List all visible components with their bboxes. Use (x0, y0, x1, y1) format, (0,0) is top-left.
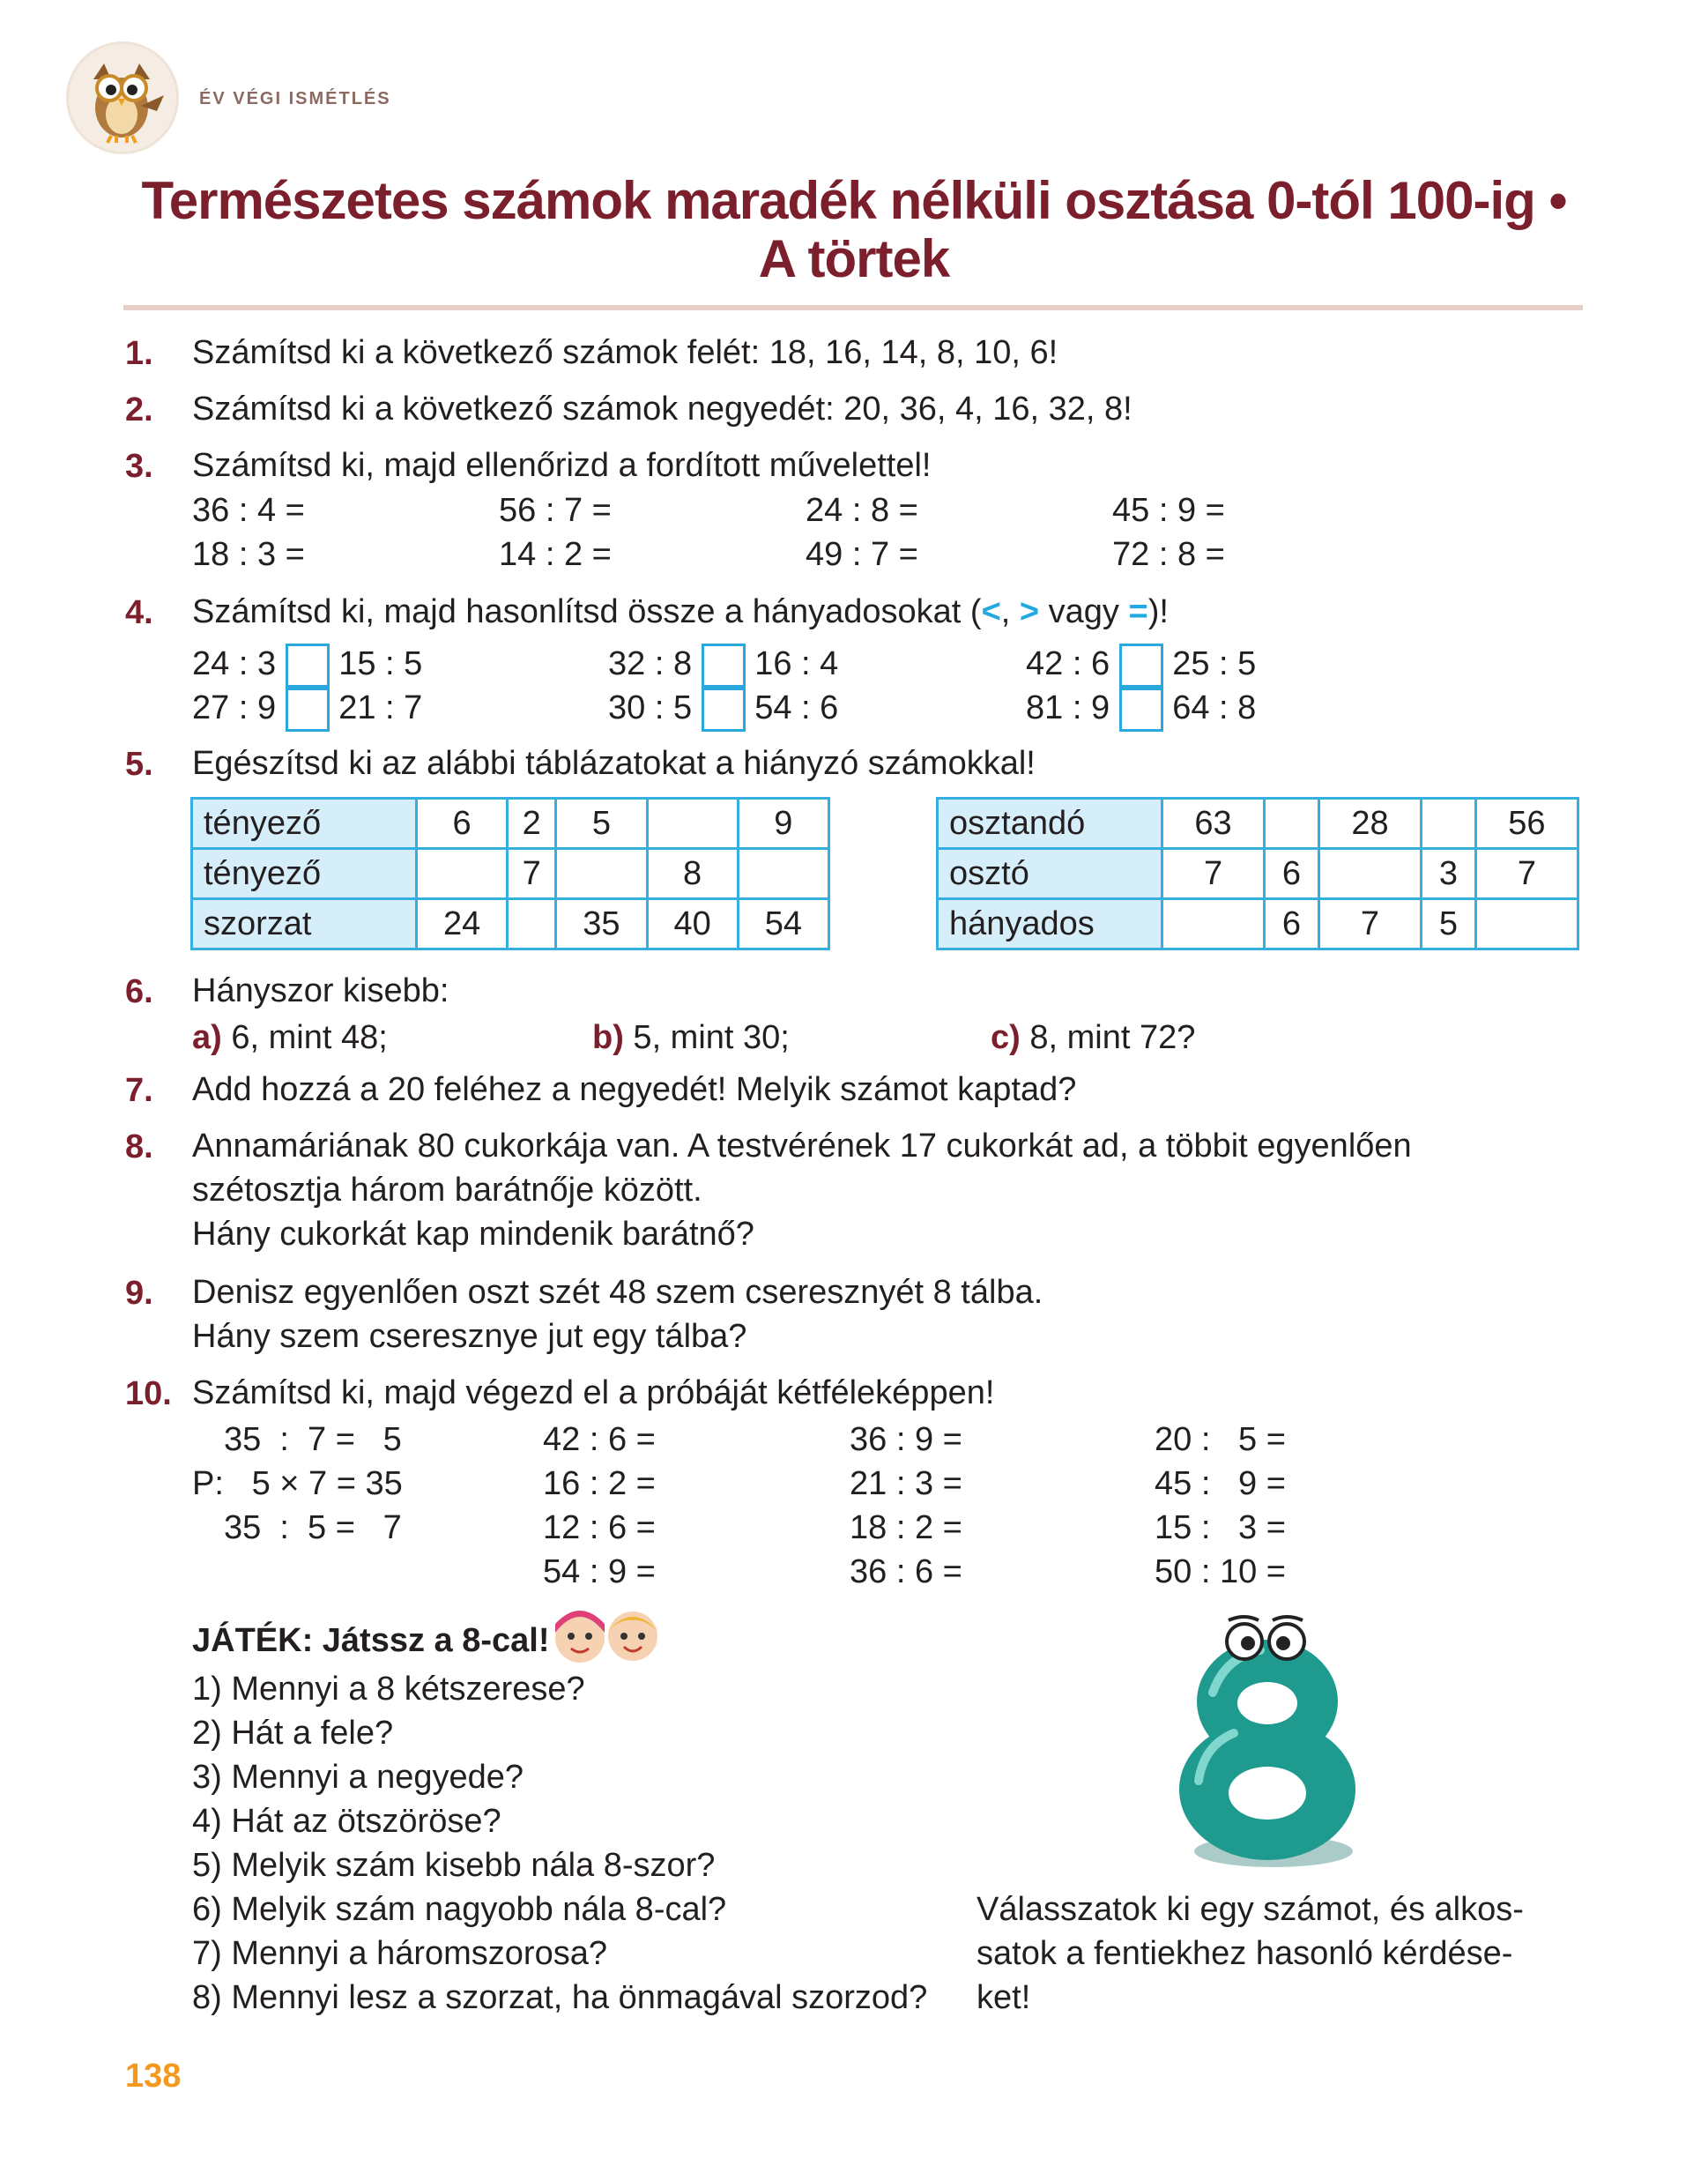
e10-item: 15 : 3 = (1155, 1509, 1286, 1546)
game-question: 5) Melyik szám kisebb nála 8-szor? (192, 1847, 716, 1884)
e10-example: 35 : 7 = 5 (224, 1421, 402, 1458)
row-header: tényező (192, 799, 417, 849)
exercise-6-number: 6. (125, 973, 153, 1010)
compare-box[interactable] (702, 644, 746, 688)
game-question: 4) Hát az ötszöröse? (192, 1803, 501, 1840)
e6-c-text: 8, mint 72? (1020, 1019, 1196, 1056)
owl-mascot (69, 44, 176, 152)
table-cell: 28 (1318, 799, 1421, 849)
compare-box[interactable] (286, 688, 330, 732)
table-cell: 35 (556, 899, 647, 949)
e4-right: 25 : 5 (1172, 645, 1257, 683)
e4-text-a: Számítsd ki, majd hasonlítsd össze a hányadosokat ( (192, 593, 982, 630)
e4-left: 81 : 9 (1026, 689, 1110, 727)
exercise-9-number: 9. (125, 1275, 153, 1312)
compare-box[interactable] (286, 644, 330, 688)
table-cell: 2 (508, 799, 556, 849)
row-header: osztandó (938, 799, 1162, 849)
table-cell: 40 (647, 899, 738, 949)
exercise-9-line1: Denisz egyenlően oszt szét 48 szem cseresznyét 8 tálba. (192, 1274, 1043, 1311)
e10-item: 50 : 10 = (1155, 1553, 1286, 1590)
exercise-3-number: 3. (125, 448, 153, 485)
e4-comparison (1026, 688, 1256, 732)
game-question: 8) Mennyi lesz a szorzat, ha önmagával szorzod? (192, 1979, 928, 2016)
e4-right: 54 : 6 (754, 689, 839, 727)
equals-sign: = (1128, 593, 1148, 630)
e4-comparison (608, 688, 838, 732)
e3-item: 36 : 4 = (192, 492, 305, 529)
e10-item: 54 : 9 = (543, 1553, 656, 1590)
table-cell-blank[interactable] (1162, 899, 1265, 949)
table-cell: 63 (1162, 799, 1265, 849)
number-eight-icon (1163, 1613, 1375, 1878)
game-question: 3) Mennyi a negyede? (192, 1759, 524, 1796)
exercise-3-text: Számítsd ki, majd ellenőrizd a fordított művelettel! (192, 447, 932, 484)
e4-comparison (192, 644, 422, 688)
e10-item: 20 : 5 = (1155, 1421, 1286, 1458)
table-cell: 3 (1422, 849, 1476, 899)
multiplication-table (190, 797, 830, 950)
table-cell: 6 (417, 799, 508, 849)
e6-part-c (991, 1019, 1195, 1057)
table-cell: 7 (508, 849, 556, 899)
table-cell-blank[interactable] (417, 849, 508, 899)
table-row (192, 849, 829, 899)
e10-item: 36 : 6 = (850, 1553, 962, 1590)
e10-item: 42 : 6 = (543, 1421, 656, 1458)
e4-comparison (192, 688, 422, 732)
e4-sep: , (1000, 593, 1020, 630)
e10-item: 36 : 9 = (850, 1421, 962, 1458)
e6-a-text: 6, mint 48; (221, 1019, 388, 1056)
table-cell-blank[interactable] (738, 849, 828, 899)
table-cell: 7 (1318, 899, 1421, 949)
table-cell: 6 (1265, 849, 1319, 899)
exercise-1-text: Számítsd ki a következő számok felét: 18, 16, 14, 8, 10, 6! (192, 334, 1058, 371)
row-header: szorzat (192, 899, 417, 949)
row-header: tényező (192, 849, 417, 899)
exercise-2-text: Számítsd ki a következő számok negyedét: 20, 36, 4, 16, 32, 8! (192, 391, 1132, 428)
table-cell-blank[interactable] (1318, 849, 1421, 899)
owl-icon (69, 44, 176, 152)
table-cell: 5 (1422, 899, 1476, 949)
page-title (88, 172, 1620, 288)
section-label: ÉV VÉGI ISMÉTLÉS (199, 89, 391, 108)
table-cell-blank[interactable] (647, 799, 738, 849)
row-header: hányados (938, 899, 1162, 949)
game-question: 1) Mennyi a 8 kétszerese? (192, 1671, 585, 1708)
compare-box[interactable] (1119, 688, 1163, 732)
exercise-8-line1: Annamáriának 80 cukorkája van. A testvérének 17 cukorkát ad, a többit egyenlően (192, 1128, 1412, 1165)
table-row (938, 849, 1578, 899)
exercise-5-number: 5. (125, 746, 153, 783)
e3-item: 56 : 7 = (499, 492, 612, 529)
table-cell-blank[interactable] (1422, 799, 1476, 849)
exercise-5-text: Egészítsd ki az alábbi táblázatokat a hiányzó számokkal! (192, 745, 1036, 782)
kids-illustration (545, 1597, 668, 1672)
e4-comparison (1026, 644, 1256, 688)
less-than-sign: < (981, 593, 1001, 630)
e10-example: 35 : 5 = 7 (224, 1509, 402, 1546)
game-side-text-line: ket! (977, 1979, 1031, 2016)
exercise-10-number: 10. (125, 1375, 172, 1412)
exercise-7-text: Add hozzá a 20 feléhez a negyedét! Melyik számot kaptad? (192, 1071, 1077, 1108)
e4-left: 42 : 6 (1026, 645, 1110, 683)
e3-item: 49 : 7 = (806, 536, 918, 573)
table-cell: 7 (1475, 849, 1578, 899)
table-cell: 54 (738, 899, 828, 949)
e4-left: 32 : 8 (608, 645, 693, 683)
e3-item: 45 : 9 = (1112, 492, 1225, 529)
table-cell: 9 (738, 799, 828, 849)
game-side-text-line: satok a fentiekhez hasonló kérdése- (977, 1935, 1513, 1972)
e4-right: 64 : 8 (1172, 689, 1257, 727)
table-cell: 8 (647, 849, 738, 899)
table-cell: 7 (1162, 849, 1265, 899)
table-row (938, 899, 1578, 949)
exercise-2-number: 2. (125, 391, 153, 428)
table-cell: 56 (1475, 799, 1578, 849)
table-cell: 24 (417, 899, 508, 949)
exercise-4-text (192, 594, 1169, 629)
e4-text-b: )! (1147, 593, 1169, 630)
e10-item: 18 : 2 = (850, 1509, 962, 1546)
e4-mid: vagy (1039, 593, 1129, 630)
exercise-8-number: 8. (125, 1128, 153, 1165)
e4-right: 16 : 4 (754, 645, 839, 683)
compare-box[interactable] (1119, 644, 1163, 688)
e4-comparison (608, 644, 838, 688)
game-title: JÁTÉK: Játssz a 8-cal! (192, 1622, 550, 1659)
exercise-7-number: 7. (125, 1072, 153, 1109)
e6-part-a (192, 1019, 388, 1057)
e4-left: 30 : 5 (608, 689, 693, 727)
e10-item: 12 : 6 = (543, 1509, 656, 1546)
row-header: osztó (938, 849, 1162, 899)
page-number: 138 (125, 2058, 182, 2095)
title-line-1: Természetes számok maradék nélküli osztása 0-tól 100-ig • (141, 171, 1567, 230)
e4-left: 24 : 3 (192, 645, 277, 683)
e10-item: 45 : 9 = (1155, 1465, 1286, 1502)
table-cell: 6 (1265, 899, 1319, 949)
game-question: 7) Mennyi a háromszorosa? (192, 1935, 607, 1972)
greater-than-sign: > (1019, 593, 1040, 630)
table-cell: 5 (556, 799, 647, 849)
table-cell-blank[interactable] (1265, 799, 1319, 849)
table-row (192, 799, 829, 849)
table-row (192, 899, 829, 949)
e6-part-b (592, 1019, 790, 1057)
game-question: 2) Hát a fele? (192, 1715, 394, 1752)
game-side-text-line: Válasszatok ki egy számot, és alkos- (977, 1891, 1524, 1928)
e6-a-label: a) (192, 1019, 222, 1056)
e6-b-label: b) (592, 1019, 624, 1056)
e3-item: 14 : 2 = (499, 536, 612, 573)
e10-item: 21 : 3 = (850, 1465, 962, 1502)
exercise-8-line3: Hány cukorkát kap mindenik barátnő? (192, 1216, 754, 1253)
compare-box[interactable] (702, 688, 746, 732)
e6-b-text: 5, mint 30; (623, 1019, 790, 1056)
game-question: 6) Melyik szám nagyobb nála 8-cal? (192, 1891, 727, 1928)
e3-item: 72 : 8 = (1112, 536, 1225, 573)
table-cell-blank[interactable] (556, 849, 647, 899)
exercise-6-text: Hányszor kisebb: (192, 972, 449, 1009)
division-table (936, 797, 1579, 950)
e10-example: P: 5 × 7 = 35 (192, 1465, 403, 1502)
table-cell-blank[interactable] (508, 899, 556, 949)
title-line-2: A törtek (758, 229, 950, 288)
e6-c-label: c) (991, 1019, 1021, 1056)
e3-item: 24 : 8 = (806, 492, 918, 529)
number-eight-character (1163, 1613, 1375, 1882)
exercise-4-number: 4. (125, 594, 153, 631)
e10-item: 16 : 2 = (543, 1465, 656, 1502)
e4-right: 15 : 5 (338, 645, 423, 683)
title-divider (123, 305, 1583, 310)
exercise-10-text: Számítsd ki, majd végezd el a próbáját kétféleképpen! (192, 1374, 995, 1411)
kids-icon (545, 1597, 668, 1668)
exercise-9-line2: Hány szem cseresznye jut egy tálba? (192, 1318, 747, 1355)
table-cell-blank[interactable] (1475, 899, 1578, 949)
e4-right: 21 : 7 (338, 689, 423, 727)
table-row (938, 799, 1578, 849)
exercise-8-line2: szétosztja három barátnője között. (192, 1172, 702, 1209)
e4-left: 27 : 9 (192, 689, 277, 727)
exercise-1-number: 1. (125, 335, 153, 372)
e3-item: 18 : 3 = (192, 536, 305, 573)
